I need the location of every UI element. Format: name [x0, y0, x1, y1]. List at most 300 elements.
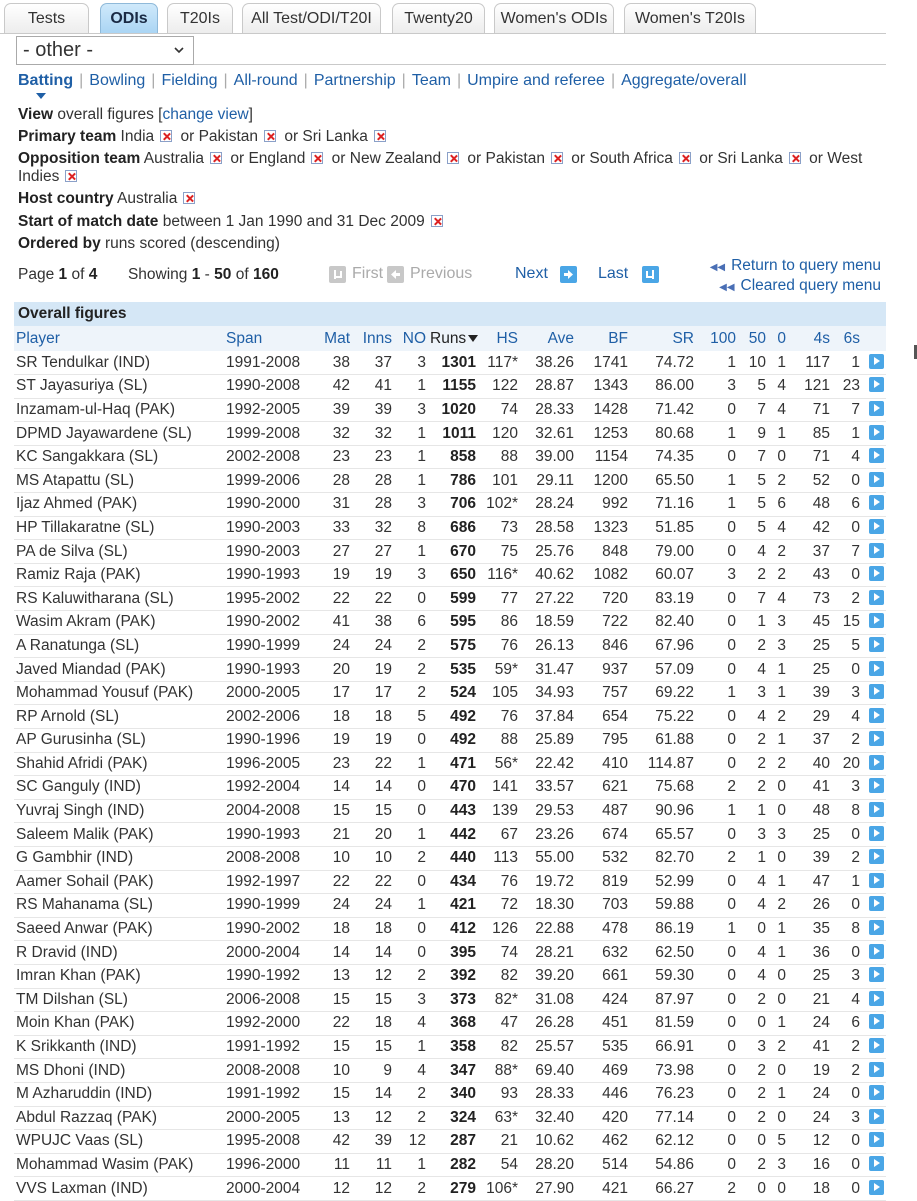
player-name-cell[interactable]: Yuvraj Singh (IND)	[14, 799, 224, 823]
stat-cell: 446	[576, 1082, 630, 1106]
stat-cell: 56*	[478, 752, 520, 776]
player-name-cell[interactable]: RP Arnold (SL)	[14, 705, 224, 729]
stat-cell: 52	[788, 469, 832, 493]
play-icon[interactable]	[869, 778, 884, 793]
stat-cell: 28.58	[520, 516, 576, 540]
col-no[interactable]: NO	[394, 326, 428, 351]
stat-cell: 757	[576, 681, 630, 705]
stat-cell: 532	[576, 846, 630, 870]
stat-cell: 74	[478, 398, 520, 422]
player-name-cell[interactable]: Inzamam-ul-Haq (PAK)	[14, 398, 224, 422]
stat-cell: 1	[696, 351, 738, 375]
play-icon[interactable]	[869, 802, 884, 817]
stat-cell: 0	[768, 988, 788, 1012]
col-sr[interactable]: SR	[630, 326, 696, 351]
play-icon[interactable]	[869, 1085, 884, 1100]
stat-cell: 661	[576, 964, 630, 988]
stat-cell: 12	[312, 1177, 352, 1201]
stat-cell: 82.40	[630, 611, 696, 635]
play-icon[interactable]	[869, 944, 884, 959]
stat-cell: 77.14	[630, 1106, 696, 1130]
remove-x-icon[interactable]	[160, 130, 172, 142]
nav-team[interactable]: Team	[411, 72, 451, 89]
col-4s[interactable]: 4s	[788, 326, 832, 351]
stat-cell: 1995-2002	[224, 587, 312, 611]
col-mat[interactable]: Mat	[312, 326, 352, 351]
player-name-cell[interactable]: RS Mahanama (SL)	[14, 894, 224, 918]
stat-cell: 1992-2004	[224, 776, 312, 800]
stat-cell: 1992-2000	[224, 1012, 312, 1036]
query-primary-team: Primary team India or Pakistan or Sri Lanka	[18, 128, 878, 146]
select-divider	[194, 64, 886, 65]
tab-tests[interactable]: Tests	[4, 3, 89, 34]
play-icon[interactable]	[869, 448, 884, 463]
stat-cell: 706	[428, 493, 478, 517]
stat-cell: 139	[478, 799, 520, 823]
stat-cell: 8	[394, 516, 428, 540]
table-row	[14, 587, 886, 611]
stat-cell: 443	[428, 799, 478, 823]
stat-cell: 4	[738, 870, 768, 894]
cleared-query-menu-link[interactable]: ◀◀ Cleared query menu	[719, 277, 881, 294]
player-name-cell[interactable]: HP Tillakaratne (SL)	[14, 516, 224, 540]
stat-cell: 74	[478, 941, 520, 965]
stat-cell: 3	[696, 563, 738, 587]
play-icon[interactable]	[869, 495, 884, 510]
play-icon[interactable]	[869, 637, 884, 652]
stat-cell: 28.24	[520, 493, 576, 517]
stat-cell: 26.28	[520, 1012, 576, 1036]
play-icon[interactable]	[869, 1014, 884, 1029]
stat-cell: 17	[352, 681, 394, 705]
col-span[interactable]: Span	[224, 326, 312, 351]
stat-cell: 2	[738, 634, 768, 658]
stat-cell: 88*	[478, 1059, 520, 1083]
stat-cell: 15	[312, 988, 352, 1012]
stat-cell: 2	[832, 846, 862, 870]
player-name-cell[interactable]: Aamer Sohail (PAK)	[14, 870, 224, 894]
stat-cell: 287	[428, 1130, 478, 1154]
stat-cell: 0	[696, 1106, 738, 1130]
stat-cell: 1	[768, 1082, 788, 1106]
play-icon[interactable]	[869, 1180, 884, 1195]
stat-cell: 48	[788, 799, 832, 823]
stat-cell: 1992-2005	[224, 398, 312, 422]
play-icon[interactable]	[869, 543, 884, 558]
stat-cell: 2006-2008	[224, 988, 312, 1012]
stat-cell: 2	[738, 1082, 768, 1106]
stat-cell: 0	[832, 823, 862, 847]
col-ave[interactable]: Ave	[520, 326, 576, 351]
stat-cell: 0	[696, 894, 738, 918]
nav-all-round[interactable]: All-round	[233, 72, 298, 89]
stat-cell: 0	[696, 705, 738, 729]
play-icon[interactable]	[869, 731, 884, 746]
stat-cell: 2002-2006	[224, 705, 312, 729]
stat-cell: 28.20	[520, 1153, 576, 1177]
query-host-country: Host country Australia	[18, 190, 878, 208]
stat-cell: 0	[696, 870, 738, 894]
player-name-cell[interactable]: KC Sangakkara (SL)	[14, 445, 224, 469]
play-icon[interactable]	[869, 920, 884, 935]
stat-cell: 1	[768, 1012, 788, 1036]
play-icon[interactable]	[869, 566, 884, 581]
stat-cell: 424	[576, 988, 630, 1012]
play-icon[interactable]	[869, 519, 884, 534]
stat-cell: 54	[478, 1153, 520, 1177]
play-icon[interactable]	[869, 661, 884, 676]
stat-cell: 1	[768, 917, 788, 941]
nav-umpire-referee[interactable]: Umpire and referee	[467, 72, 605, 89]
rewind-icon: ◀◀	[719, 282, 735, 293]
col-player[interactable]: Player	[14, 326, 224, 351]
play-icon[interactable]	[869, 826, 884, 841]
stat-cell: 1990-2003	[224, 540, 312, 564]
change-view-link[interactable]: change view	[162, 106, 249, 123]
remove-x-icon[interactable]	[789, 152, 801, 164]
stat-cell: 535	[428, 658, 478, 682]
table-row	[14, 799, 886, 823]
stat-cell: 5	[738, 469, 768, 493]
stat-cell: 2	[768, 469, 788, 493]
stat-cell: 28.33	[520, 1082, 576, 1106]
stat-cell: 74.35	[630, 445, 696, 469]
stat-cell: 2	[768, 752, 788, 776]
stat-cell: 39.20	[520, 964, 576, 988]
player-name-cell[interactable]: R Dravid (IND)	[14, 941, 224, 965]
player-name-cell[interactable]: SR Tendulkar (IND)	[14, 351, 224, 375]
stat-cell: 54.86	[630, 1153, 696, 1177]
play-icon[interactable]	[869, 425, 884, 440]
stat-cell: 1	[394, 752, 428, 776]
return-to-query-menu-link[interactable]: ◀◀ Return to query menu	[709, 257, 881, 274]
player-name-cell[interactable]: MS Atapattu (SL)	[14, 469, 224, 493]
play-icon[interactable]	[869, 613, 884, 628]
stat-cell: 324	[428, 1106, 478, 1130]
player-name-cell[interactable]: WPUJC Vaas (SL)	[14, 1130, 224, 1154]
col-50[interactable]: 50	[738, 326, 768, 351]
stat-cell: 650	[428, 563, 478, 587]
remove-x-icon[interactable]	[264, 130, 276, 142]
stat-cell: 0	[768, 846, 788, 870]
stat-cell: 20	[312, 658, 352, 682]
stat-cell: 2	[738, 729, 768, 753]
stat-cell: 14	[352, 776, 394, 800]
tab-t20is[interactable]: T20Is	[167, 3, 233, 34]
stat-cell: 0	[394, 776, 428, 800]
stat-cell: 2000-2004	[224, 941, 312, 965]
stat-cell: 27	[312, 540, 352, 564]
stat-cell: 2	[394, 1177, 428, 1201]
nav-batting[interactable]: Batting	[18, 72, 74, 89]
table-row	[14, 681, 886, 705]
play-icon[interactable]	[869, 967, 884, 982]
stat-cell: 42	[312, 1130, 352, 1154]
player-name-cell[interactable]: Javed Miandad (PAK)	[14, 658, 224, 682]
stat-cell: 858	[428, 445, 478, 469]
nav-partnership[interactable]: Partnership	[313, 72, 396, 89]
stat-cell: 47	[788, 870, 832, 894]
stat-cell: 1991-1992	[224, 1082, 312, 1106]
player-name-cell[interactable]: A Ranatunga (SL)	[14, 634, 224, 658]
stat-cell: 59*	[478, 658, 520, 682]
stat-cell: 66.91	[630, 1035, 696, 1059]
table-row	[14, 516, 886, 540]
stat-cell: 373	[428, 988, 478, 1012]
col-6s[interactable]: 6s	[832, 326, 862, 351]
table-row	[14, 1130, 886, 1154]
stat-cell: 720	[576, 587, 630, 611]
stat-cell: 1990-1993	[224, 823, 312, 847]
stat-cell: 0	[738, 917, 768, 941]
tab-womens-odis[interactable]: Women's ODIs	[494, 3, 614, 34]
stat-cell: 2	[394, 681, 428, 705]
player-name-cell[interactable]: Mohammad Wasim (PAK)	[14, 1153, 224, 1177]
col-hs[interactable]: HS	[478, 326, 520, 351]
stat-cell: 4	[832, 705, 862, 729]
player-name-cell[interactable]: DPMD Jayawardene (SL)	[14, 422, 224, 446]
player-name-cell[interactable]: MS Dhoni (IND)	[14, 1059, 224, 1083]
table-row	[14, 1177, 886, 1201]
stat-cell: 846	[576, 634, 630, 658]
player-name-cell[interactable]: Mohammad Yousuf (PAK)	[14, 681, 224, 705]
remove-x-icon[interactable]	[374, 130, 386, 142]
stat-cell: 23	[312, 445, 352, 469]
play-icon[interactable]	[869, 684, 884, 699]
last-page-button[interactable]: Last	[598, 265, 659, 283]
play-icon[interactable]	[869, 1156, 884, 1171]
play-icon[interactable]	[869, 1109, 884, 1124]
player-name-cell[interactable]: G Gambhir (IND)	[14, 846, 224, 870]
stat-cell: 23.26	[520, 823, 576, 847]
stat-cell: 2	[394, 1082, 428, 1106]
stat-cell: 42	[788, 516, 832, 540]
stat-cell: 31	[312, 493, 352, 517]
remove-x-icon[interactable]	[311, 152, 323, 164]
stat-cell: 2	[394, 658, 428, 682]
stat-cell: 3	[832, 776, 862, 800]
table-row	[14, 1082, 886, 1106]
stat-cell: 41	[788, 776, 832, 800]
stat-cell: 2008-2008	[224, 1059, 312, 1083]
stat-cell: 2	[832, 587, 862, 611]
stat-cell: 6	[768, 493, 788, 517]
tab-all-formats[interactable]: All Test/ODI/T20I	[242, 3, 381, 34]
stat-cell: 3	[394, 493, 428, 517]
page-info: Page 1 of 4 Showing 1 - 50 of 160	[18, 266, 279, 283]
player-name-cell[interactable]: RS Kaluwitharana (SL)	[14, 587, 224, 611]
stat-cell: 79.00	[630, 540, 696, 564]
player-name-cell[interactable]: K Srikkanth (IND)	[14, 1035, 224, 1059]
stat-cell: 29	[788, 705, 832, 729]
stat-cell: 1	[768, 422, 788, 446]
player-name-cell[interactable]: Saleem Malik (PAK)	[14, 823, 224, 847]
stat-cell: 1990-1999	[224, 634, 312, 658]
play-icon[interactable]	[869, 590, 884, 605]
stat-cell: 117	[788, 351, 832, 375]
remove-x-icon[interactable]	[447, 152, 459, 164]
remove-x-icon[interactable]	[210, 152, 222, 164]
player-name-cell[interactable]: Wasim Akram (PAK)	[14, 611, 224, 635]
stat-cell: 77	[478, 587, 520, 611]
tab-twenty20[interactable]: Twenty20	[392, 3, 485, 34]
stat-cell: 0	[696, 964, 738, 988]
play-icon[interactable]	[869, 1062, 884, 1077]
tab-womens-t20is[interactable]: Women's T20Is	[624, 3, 756, 34]
player-name-cell[interactable]: Moin Khan (PAK)	[14, 1012, 224, 1036]
stat-cell: 38	[312, 351, 352, 375]
stat-cell: 22	[352, 752, 394, 776]
stat-cell: 11	[312, 1153, 352, 1177]
stat-cell: 4	[394, 1012, 428, 1036]
nav-aggregate-overall[interactable]: Aggregate/overall	[621, 72, 747, 89]
stat-cell: 0	[832, 563, 862, 587]
play-icon[interactable]	[869, 1038, 884, 1053]
player-name-cell[interactable]: Abdul Razzaq (PAK)	[14, 1106, 224, 1130]
stat-cell: 1200	[576, 469, 630, 493]
stat-cell: 27.22	[520, 587, 576, 611]
stat-cell: 2	[768, 705, 788, 729]
stat-cell: 4	[738, 894, 768, 918]
play-icon[interactable]	[869, 708, 884, 723]
player-name-cell[interactable]: SC Ganguly (IND)	[14, 776, 224, 800]
stat-cell: 15	[352, 799, 394, 823]
play-icon[interactable]	[869, 755, 884, 770]
nav-bowling[interactable]: Bowling	[89, 72, 146, 89]
play-icon[interactable]	[869, 873, 884, 888]
play-icon[interactable]	[869, 377, 884, 392]
stat-cell: 5	[738, 375, 768, 399]
stat-cell: 29.11	[520, 469, 576, 493]
player-name-cell[interactable]: Ijaz Ahmed (PAK)	[14, 493, 224, 517]
stat-cell: 62.50	[630, 941, 696, 965]
format-tabs	[0, 0, 917, 36]
stat-cell: 492	[428, 729, 478, 753]
stat-cell: 39	[352, 398, 394, 422]
stat-cell: 347	[428, 1059, 478, 1083]
stat-cell: 26	[788, 894, 832, 918]
stat-cell: 81.59	[630, 1012, 696, 1036]
stat-cell: 410	[576, 752, 630, 776]
player-name-cell[interactable]: Imran Khan (PAK)	[14, 964, 224, 988]
stat-cell: 65.50	[630, 469, 696, 493]
stat-cell: 15	[312, 1082, 352, 1106]
play-icon[interactable]	[869, 849, 884, 864]
player-name-cell[interactable]: ST Jayasuriya (SL)	[14, 375, 224, 399]
stat-cell: 21	[478, 1130, 520, 1154]
remove-x-icon[interactable]	[679, 152, 691, 164]
query-date-range: Start of match date between 1 Jan 1990 and 31 Dec 2009	[18, 213, 878, 231]
remove-x-icon[interactable]	[551, 152, 563, 164]
stat-cell: 45	[788, 611, 832, 635]
stat-cell: 1996-2005	[224, 752, 312, 776]
player-name-cell[interactable]: M Azharuddin (IND)	[14, 1082, 224, 1106]
stat-cell: 2	[394, 634, 428, 658]
stat-cell: 0	[768, 1177, 788, 1201]
player-name-cell[interactable]: AP Gurusinha (SL)	[14, 729, 224, 753]
col-inns[interactable]: Inns	[352, 326, 394, 351]
stat-cell: 632	[576, 941, 630, 965]
next-page-button[interactable]: Next	[515, 265, 577, 283]
stat-cell: 0	[768, 776, 788, 800]
previous-page-button[interactable]: Previous	[387, 265, 472, 283]
col-runs[interactable]: Runs	[428, 326, 478, 351]
stat-cell: 1154	[576, 445, 630, 469]
stat-cell: 3	[394, 563, 428, 587]
stat-cell: 0	[394, 729, 428, 753]
player-name-cell[interactable]: PA de Silva (SL)	[14, 540, 224, 564]
format-select[interactable]	[16, 36, 194, 65]
stat-cell: 0	[738, 1012, 768, 1036]
stat-cell: 0	[768, 799, 788, 823]
col-100[interactable]: 100	[696, 326, 738, 351]
stat-cell: 6	[394, 611, 428, 635]
play-icon[interactable]	[869, 354, 884, 369]
stat-cell: 88	[478, 729, 520, 753]
player-name-cell[interactable]: Ramiz Raja (PAK)	[14, 563, 224, 587]
stat-cell: 2	[696, 776, 738, 800]
stat-cell: 1011	[428, 422, 478, 446]
stat-cell: 3	[768, 634, 788, 658]
nav-fielding[interactable]: Fielding	[161, 72, 218, 89]
player-name-cell[interactable]: TM Dilshan (SL)	[14, 988, 224, 1012]
play-icon[interactable]	[869, 991, 884, 1006]
stat-cell: 4	[738, 540, 768, 564]
stat-cell: 420	[576, 1106, 630, 1130]
stat-cell: 106*	[478, 1177, 520, 1201]
stat-cell: 71	[788, 445, 832, 469]
table-row	[14, 729, 886, 753]
table-row	[14, 941, 886, 965]
table-row	[14, 1012, 886, 1036]
play-icon[interactable]	[869, 401, 884, 416]
remove-x-icon[interactable]	[65, 170, 77, 182]
stat-cell: 595	[428, 611, 478, 635]
stat-cell: 2	[696, 1177, 738, 1201]
remove-x-icon[interactable]	[183, 192, 195, 204]
play-icon[interactable]	[869, 1132, 884, 1147]
stat-cell: 0	[696, 516, 738, 540]
play-icon[interactable]	[869, 896, 884, 911]
stat-cell: 25.57	[520, 1035, 576, 1059]
stat-cell: 5	[832, 634, 862, 658]
stat-cell: 18.59	[520, 611, 576, 635]
stat-cell: 22	[312, 587, 352, 611]
player-name-cell[interactable]: Saeed Anwar (PAK)	[14, 917, 224, 941]
stat-cell: 76	[478, 870, 520, 894]
stat-cell: 28	[352, 493, 394, 517]
stat-cell: 0	[738, 1130, 768, 1154]
stat-cell: 670	[428, 540, 478, 564]
tab-odis[interactable]: ODIs	[100, 3, 158, 34]
stat-cell: 2	[768, 894, 788, 918]
results-table-wrapper	[14, 302, 886, 1201]
col-0[interactable]: 0	[768, 326, 788, 351]
remove-x-icon[interactable]	[431, 215, 443, 227]
col-bf[interactable]: BF	[576, 326, 630, 351]
player-name-cell[interactable]: Shahid Afridi (PAK)	[14, 752, 224, 776]
stat-cell: 2004-2008	[224, 799, 312, 823]
stat-cell: 5	[768, 1130, 788, 1154]
stat-cell: 1	[394, 823, 428, 847]
stat-cell: 2000-2005	[224, 681, 312, 705]
player-name-cell[interactable]: VVS Laxman (IND)	[14, 1177, 224, 1201]
play-icon[interactable]	[869, 472, 884, 487]
stat-cell: 722	[576, 611, 630, 635]
stat-cell: 5	[394, 705, 428, 729]
first-page-button[interactable]: First	[329, 265, 383, 283]
stat-cell: 4	[832, 988, 862, 1012]
